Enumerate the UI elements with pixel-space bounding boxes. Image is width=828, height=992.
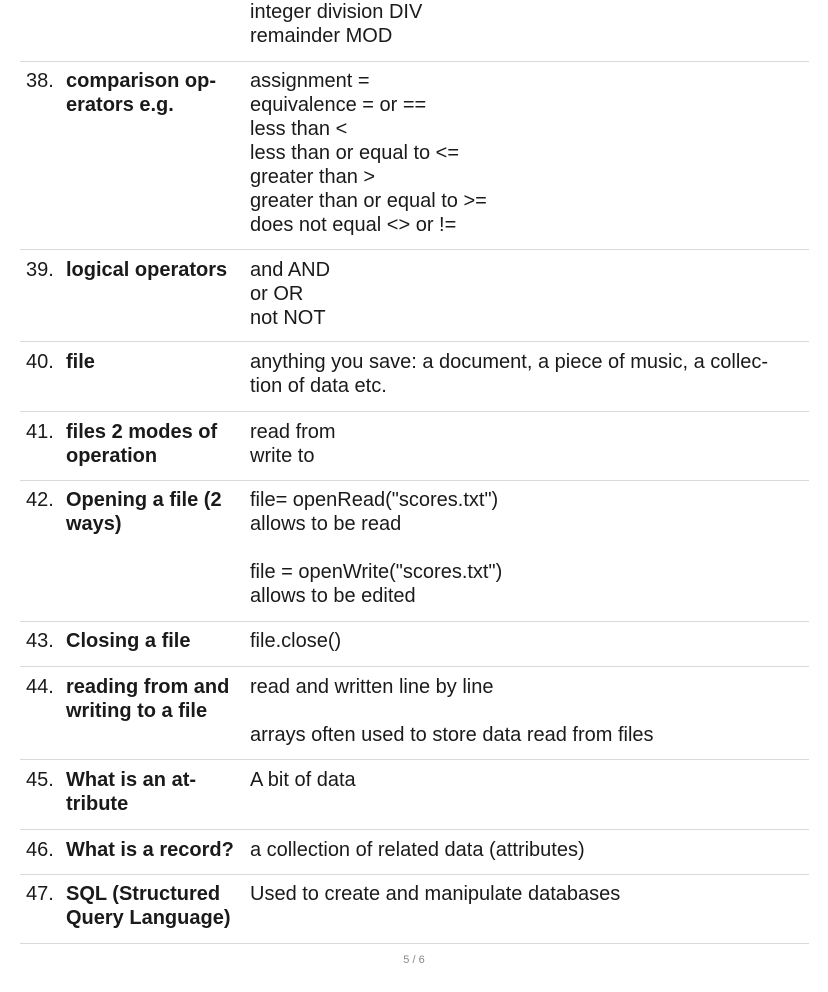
entry-term [66, 350, 256, 374]
row-divider [20, 666, 809, 667]
term-line: What is an at- [66, 769, 197, 791]
term-line: ways) [66, 513, 122, 535]
term-line: operation [66, 445, 158, 467]
entry-definition [250, 882, 810, 906]
definition-line: less than or equal to <= [250, 142, 460, 164]
term-line: comparison op- [66, 70, 217, 92]
definition-line: file = openWrite("scores.txt") [250, 561, 503, 583]
term-line: What is a record? [66, 839, 234, 861]
definition-line: allows to be edited [250, 585, 416, 607]
definition-line: write to [250, 445, 315, 467]
definition-line: A bit of data [250, 769, 356, 791]
entry-number: 44. [26, 676, 54, 698]
term-line: Query Language) [66, 907, 231, 929]
definition-line: does not equal <> or != [250, 214, 457, 236]
row-divider [20, 621, 809, 622]
definition-line [250, 699, 810, 723]
row-divider [20, 249, 809, 250]
definition-line: a collection of related data (attributes) [250, 839, 585, 861]
row-divider [20, 341, 809, 342]
definition-line: remainder MOD [250, 25, 393, 47]
definition-line: less than < [250, 118, 348, 140]
definition-line [250, 536, 810, 560]
entry-number: 43. [26, 630, 54, 652]
entry-number: 38. [26, 70, 54, 92]
row-divider [20, 61, 809, 62]
term-line: file [66, 351, 95, 373]
term-line: Closing a file [66, 630, 191, 652]
entry-term [66, 629, 256, 653]
entry-term [66, 838, 256, 862]
entry-term [66, 258, 256, 282]
entry-definition [250, 420, 810, 468]
entry-number: 41. [26, 421, 54, 443]
page-indicator: 5 / 6 [403, 954, 425, 966]
definition-line: read and written line by line [250, 676, 494, 698]
definition-line: file.close() [250, 630, 342, 652]
definition-line: file= openRead("scores.txt") [250, 489, 499, 511]
definition-line: and AND [250, 259, 331, 281]
term-line: writing to a file [66, 700, 208, 722]
definition-line: equivalence = or == [250, 94, 427, 116]
definition-line: integer division DIV [250, 1, 423, 23]
definition-line: read from [250, 421, 336, 443]
row-divider [20, 480, 809, 481]
entry-number: 42. [26, 489, 54, 511]
entry-term [66, 488, 256, 536]
definition-line: assignment = [250, 70, 370, 92]
entry-definition [250, 258, 810, 330]
entry-term [66, 675, 256, 723]
definition-line: greater than or equal to >= [250, 190, 487, 212]
row-divider [20, 759, 809, 760]
entry-definition [250, 768, 810, 792]
entry-definition [250, 350, 810, 398]
entry-term [66, 768, 256, 816]
entry-number: 46. [26, 839, 54, 861]
row-divider [20, 411, 809, 412]
entry-definition [250, 629, 810, 653]
definition-line: greater than > [250, 166, 376, 188]
definition-line: allows to be read [250, 513, 402, 535]
entry-number: 45. [26, 769, 54, 791]
term-line: logical operators [66, 259, 228, 281]
entry-term [66, 882, 256, 930]
row-divider [20, 943, 809, 944]
term-line: files 2 modes of [66, 421, 218, 443]
term-line: erators e.g. [66, 94, 174, 116]
entry-definition [250, 675, 810, 747]
definition-line: or OR [250, 283, 304, 305]
term-line: tribute [66, 793, 129, 815]
entry-definition [250, 69, 810, 237]
row-divider [20, 829, 809, 830]
term-line: reading from and [66, 676, 230, 698]
entry-number: 39. [26, 259, 54, 281]
definition-line: anything you save: a document, a piece of music, a collec- [250, 351, 769, 373]
row-divider [20, 874, 809, 875]
definition-line: arrays often used to store data read from files [250, 724, 654, 746]
entry-definition [250, 838, 810, 862]
entry-term [66, 420, 256, 468]
definition-line: Used to create and manipulate databases [250, 883, 621, 905]
term-line: Opening a file (2 [66, 489, 222, 511]
entry-term [66, 69, 256, 117]
definition-line: not NOT [250, 307, 326, 329]
entry-number: 47. [26, 883, 54, 905]
term-line: SQL (Structured [66, 883, 221, 905]
definition-line: tion of data etc. [250, 375, 387, 397]
entry-definition [250, 0, 810, 48]
entry-definition [250, 488, 810, 608]
entry-number: 40. [26, 351, 54, 373]
